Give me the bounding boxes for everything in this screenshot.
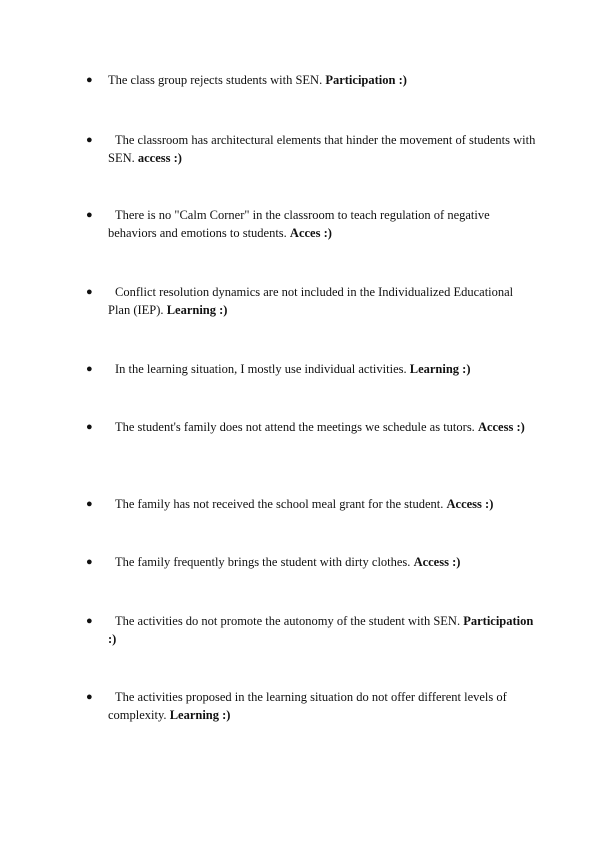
list-item (86, 206, 536, 242)
list-item-label: Participation :) (325, 73, 407, 87)
list-item-text: There is no "Calm Corner" in the classroom to teach regulation of negative behaviors and emotions to students. (108, 208, 490, 240)
list-item-label: Learning :) (166, 303, 228, 317)
list-item (86, 418, 536, 436)
list-item-label: Access :) (446, 497, 494, 511)
list-item-text: The class group rejects students with SEN. (108, 73, 323, 87)
list-item-content (108, 283, 536, 319)
list-item-content (108, 131, 536, 167)
list-item (86, 360, 536, 378)
list-item-content (108, 206, 536, 242)
list-item-label: Access :) (477, 420, 525, 434)
list-item (86, 71, 536, 89)
bullet-icon: ● (86, 134, 93, 146)
list-item (86, 688, 536, 724)
list-item (86, 131, 536, 167)
list-item (86, 495, 536, 513)
list-item-content (108, 71, 536, 89)
list-item-text: In the learning situation, I mostly use individual activities. (115, 362, 407, 376)
bullet-icon: ● (86, 556, 93, 568)
list-item-label: Acces :) (289, 226, 332, 240)
bullet-icon: ● (86, 363, 93, 375)
list-item-text: The family frequently brings the student with dirty clothes. (115, 555, 411, 569)
list-item-content (108, 418, 536, 436)
bullet-icon: ● (86, 691, 93, 703)
bullet-icon: ● (86, 421, 93, 433)
bullet-icon: ● (86, 286, 93, 298)
list-item-text: Conflict resolution dynamics are not included in the Individualized Educational Plan (IEP). (108, 285, 514, 317)
list-item (86, 553, 536, 571)
list-item-label: Participation :) (108, 614, 534, 646)
list-item-content (108, 612, 536, 648)
bullet-icon: ● (86, 498, 93, 510)
list-item-text: The student's family does not attend the meetings we schedule as tutors. (115, 420, 475, 434)
list-item-content (108, 360, 536, 378)
list-item-text: The classroom has architectural elements that hinder the movement of students with SEN. (108, 133, 536, 165)
list-item-text: The family has not received the school meal grant for the student. (115, 497, 444, 511)
list-item (86, 612, 536, 648)
list-item-label: Access :) (413, 555, 461, 569)
list-item-label: access :) (137, 151, 182, 165)
bullet-icon: ● (86, 209, 93, 221)
list-item-text: The activities do not promote the autonomy of the student with SEN. (115, 614, 461, 628)
list-item-content (108, 553, 536, 571)
bullet-icon: ● (86, 615, 93, 627)
list-item-content (108, 688, 536, 724)
list-item-content (108, 495, 536, 513)
list-item-text: The activities proposed in the learning situation do not offer different levels of complexity. (108, 690, 507, 722)
list-item (86, 283, 536, 319)
bullet-icon: ● (86, 74, 93, 86)
list-item-label: Learning :) (169, 708, 231, 722)
list-item-label: Learning :) (409, 362, 471, 376)
